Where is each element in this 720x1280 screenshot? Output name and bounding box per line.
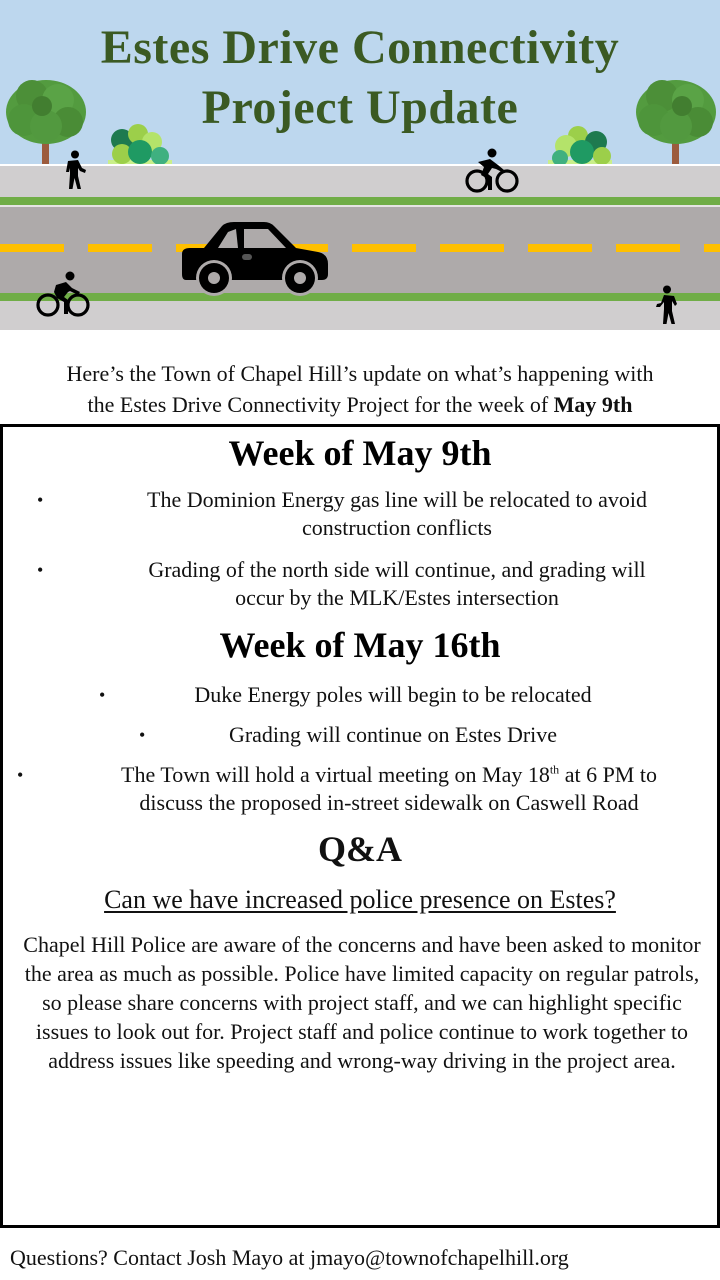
bullet-icon: • (37, 560, 44, 580)
update-box (0, 424, 720, 1228)
pedestrian-icon (60, 150, 88, 190)
header-banner (0, 0, 720, 330)
page-title (0, 18, 720, 138)
intro-date: May 9th (553, 392, 633, 417)
bullet-icon: • (37, 490, 44, 510)
qa-heading: Q&A (318, 829, 402, 869)
car-icon (178, 220, 332, 296)
bullet-icon: • (139, 725, 146, 745)
upper-grass-strip (0, 197, 720, 205)
list-item: • Grading of the north side will continue, and grading will occur by the MLK/Estes intersection (37, 557, 646, 610)
list-item: • The Town will hold a virtual meeting on May 18th at 6 PM to discuss the proposed in-street sidewalk on Caswell Road (17, 762, 657, 815)
section-heading-week-may-9: Week of May 9th (228, 433, 492, 473)
contact-footer: Questions? Contact Josh Mayo at jmayo@townofchapelhill.org (10, 1245, 569, 1270)
lower-sidewalk (0, 301, 720, 330)
upper-sidewalk (0, 166, 720, 197)
intro-text (0, 358, 720, 420)
list-item: • The Dominion Energy gas line will be relocated to avoid construction conflicts (37, 487, 647, 540)
title-line-1: Estes Drive Connectivity (100, 21, 620, 74)
bush-icon (108, 124, 172, 166)
section-heading-week-may-16: Week of May 16th (219, 625, 501, 665)
tree-icon (630, 74, 718, 166)
lower-grass-strip (0, 293, 720, 301)
bicycle-icon (34, 270, 92, 318)
intro-line-1: Here’s the Town of Chapel Hill’s update on what’s happening with (66, 361, 654, 386)
bicycle-icon (464, 148, 522, 194)
intro-line-2: the Estes Drive Connectivity Project for the week of May 9th (87, 392, 633, 417)
bullet-icon: • (17, 765, 24, 785)
bullet-icon: • (99, 685, 106, 705)
qa-question: Can we have increased police presence on Estes? (104, 885, 616, 914)
qa-answer: Chapel Hill Police are aware of the concerns and have been asked to monitor the area as much as possible. Police have limited capacity on regular patrols, so please share concerns with project staff, and we can highlight specific issues to look out for. Project staff and police continue to work together to address issues like speeding and wrong-way driving in the project area. (23, 932, 701, 1073)
pedestrian-icon (654, 285, 682, 325)
list-item: • Duke Energy poles will begin to be relocated (99, 682, 592, 707)
center-lane-dashes (0, 244, 720, 252)
title-line-2: Project Update (201, 81, 519, 134)
bush-icon (548, 124, 612, 166)
list-item: • Grading will continue on Estes Drive (139, 722, 558, 747)
